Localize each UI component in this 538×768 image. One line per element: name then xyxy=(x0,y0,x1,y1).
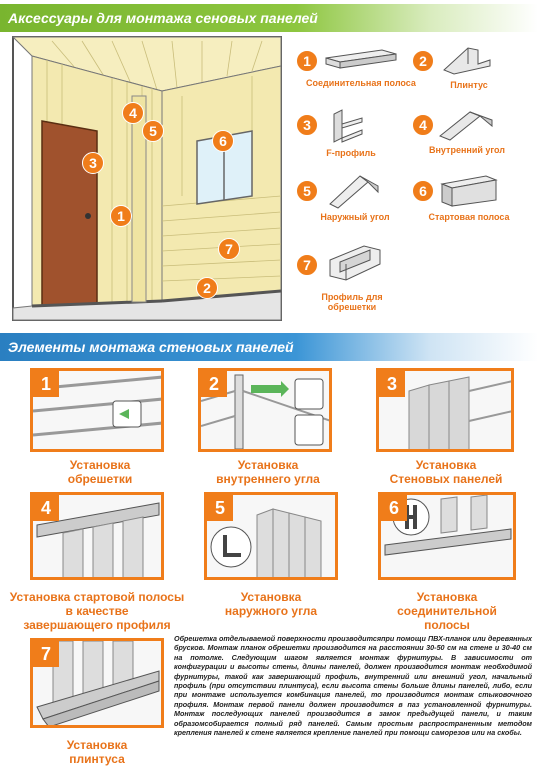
batten-profile-icon xyxy=(324,240,386,282)
step-6-frame xyxy=(378,492,516,580)
step-1-label: Установка обрешетки xyxy=(67,458,133,486)
f-profile-icon xyxy=(324,108,374,146)
room-callout-3: 3 xyxy=(82,152,104,174)
step-3-number: 3 xyxy=(379,371,405,397)
step-4-label: Установка стартовой полосы в качестве завершающего профиля xyxy=(9,590,185,632)
room-callout-7: 7 xyxy=(218,238,240,260)
installation-banner xyxy=(0,333,538,361)
step-6-label: Установка соединительной полосы xyxy=(397,590,497,632)
accessories-banner xyxy=(0,4,538,32)
starter-strip-icon xyxy=(438,172,500,208)
step-5-frame xyxy=(204,492,338,580)
step-7-label: Установка плинтуса xyxy=(66,738,128,766)
room-callout-1: 1 xyxy=(110,205,132,227)
accessory-2-label: Плинтус xyxy=(450,80,488,90)
room-callout-2: 2 xyxy=(196,277,218,299)
plinth-icon xyxy=(438,42,498,76)
step-2-frame xyxy=(198,368,332,452)
accessory-7-label: Профиль для обрешетки xyxy=(321,292,383,312)
step-3-label: Установка Стеновых панелей xyxy=(389,458,503,486)
room-callout-6: 6 xyxy=(212,130,234,152)
accessory-7-number: 7 xyxy=(296,254,318,276)
step-7-frame xyxy=(30,638,164,728)
step-1-number: 1 xyxy=(33,371,59,397)
step-4-frame xyxy=(30,492,164,580)
step-5-number: 5 xyxy=(207,495,233,521)
step-2-label: Установка внутреннего угла xyxy=(216,458,320,486)
installation-description: Обрешетка отделываемой поверхности производитсяпри помощи ПВХ-планок или деревянных брусков. Монтаж планок обрешетки производится на расстоянии 30-50 см на стене и 30-40 см на потолке. Следующим шагом является монтаж фурнитуры. В зависимости от конфигурации и высоты стены, длины панелей, должен производится монтаж необходимой фурнитуры, такой как завершающий профиль, внутренний или внешний угол, начальный профиль (при отсутствии плинтуса), если высота стены больше длины панелей, либо, если при монтаже используется комбинация панелей, то производится монтаж стыковочного профиля. Монтаж первой панели должен производится в паз установленной фурнитуры. Монтаж последующих панелей производится в замок предыдущей панели, и таким образомсобирается полный ряд панелей. Самым простым распространенным методом крепления панелей к стене является крепление панелей при помощи саморезов или на скобы. xyxy=(174,634,532,738)
accessory-6-label: Стартовая полоса xyxy=(428,212,510,222)
accessory-4-number: 4 xyxy=(412,114,434,136)
accessory-3-label: F-профиль xyxy=(326,148,376,158)
outer-corner-icon xyxy=(324,170,384,210)
accessory-6-number: 6 xyxy=(412,180,434,202)
accessory-2-number: 2 xyxy=(412,50,434,72)
room-callout-5: 5 xyxy=(142,120,164,142)
accessory-1-number: 1 xyxy=(296,50,318,72)
accessory-5-label: Наружный угол xyxy=(320,212,390,222)
step-6-number: 6 xyxy=(381,495,407,521)
step-1-frame xyxy=(30,368,164,452)
installation-title: Элементы монтажа стеновых панелей xyxy=(8,339,294,355)
step-2-number: 2 xyxy=(201,371,227,397)
accessory-5-number: 5 xyxy=(296,180,318,202)
step-3-frame xyxy=(376,368,514,452)
connecting-strip-icon xyxy=(322,46,400,72)
accessory-4-label: Внутренний угол xyxy=(428,145,506,155)
step-4-number: 4 xyxy=(33,495,59,521)
room-callout-4: 4 xyxy=(122,102,144,124)
step-7-number: 7 xyxy=(33,641,59,667)
inner-corner-icon xyxy=(436,106,498,142)
accessory-1-label: Соединительная полоса xyxy=(306,78,416,88)
accessories-title: Аксессуары для монтажа сеновых панелей xyxy=(8,10,318,26)
room-illustration xyxy=(12,36,282,321)
accessory-3-number: 3 xyxy=(296,114,318,136)
step-5-label: Установка наружного угла xyxy=(224,590,318,618)
